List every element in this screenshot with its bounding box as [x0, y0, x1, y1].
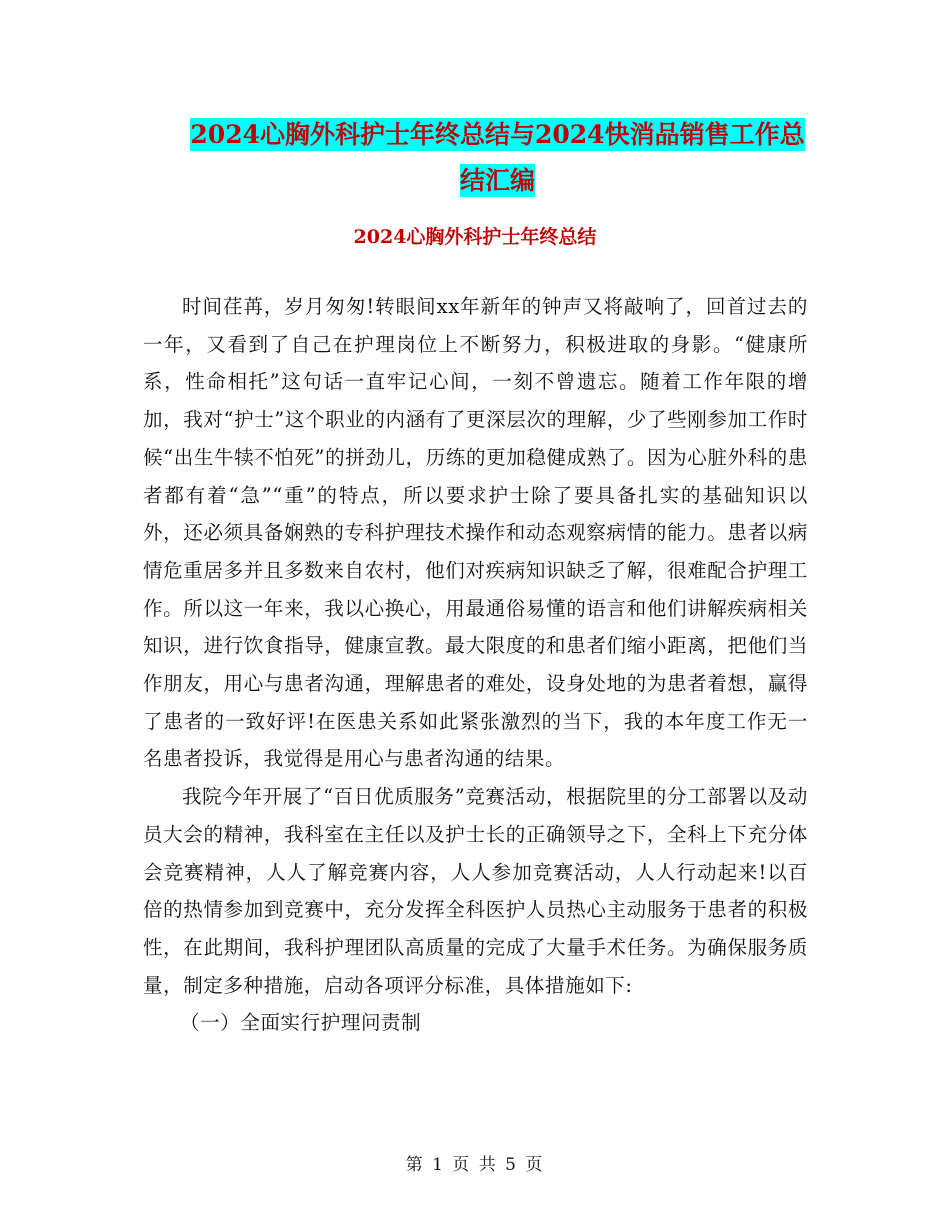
paragraph: 时间荏苒，岁月匆匆!转眼间xx年新年的钟声又将敲响了，回首过去的一年，又看到了自己在护理岗位上不断努力，积极进取的身影。“健康所系，性命相托”这句话一直牢记心间，一刻不曾遗忘。随着工作年限的增加，我对“护士”这个职业的内涵有了更深层次的理解，少了些刚参加工作时候“出生牛犊不怕死”的拼劲儿，历练的更加稳健成熟了。因为心脏外科的患者都有着“急”“重”的特点，所以要求护士除了要具备扎实的基础知识以外，还必须具备娴熟的专科护理技术操作和动态观察病情的能力。患者以病情危重居多并且多数来自农村，他们对疾病知识缺乏了解，很难配合护理工作。所以这一年来，我以心换心，用最通俗易懂的语言和他们讲解疾病相关知识，进行饮食指导，健康宣教。最大限度的和患者们缩小距离，把他们当作朋友，用心与患者沟通，理解患者的难处，设身处地的为患者着想，赢得了患者的一致好评!在医患关系如此紧张激烈的当下，我的本年度工作无一名患者投诉，我觉得是用心与患者沟通的结果。 [143, 295, 808, 771]
subheading: （一）全面实行护理问责制 [180, 1011, 422, 1035]
document-title-line2: 结汇编 [459, 166, 535, 195]
paragraph: 我院今年开展了“百日优质服务”竞赛活动，根据院里的分工部署以及动员大会的精神，我科室在主任以及护士长的正确领导之下，全科上下充分体会竞赛精神，人人了解竞赛内容，人人参加竞赛活动，人人行动起来!以百倍的热情参加到竞赛中，充分发挥全科医护人员热心主动服务于患者的积极性，在此期间，我科护理团队高质量的完成了大量手术任务。为确保服务质量，制定多种措施，启动各项评分标准，具体措施如下: [143, 785, 808, 997]
page-footer: 第 1 页 共 5 页 [405, 1155, 545, 1175]
section-title: 2024心胸外科护士年终总结 [353, 226, 597, 248]
document-title [140, 112, 855, 204]
document-title-line1: 2024心胸外科护士年终总结与2024快消品销售工作总 [190, 120, 805, 149]
body-text [143, 288, 808, 1042]
